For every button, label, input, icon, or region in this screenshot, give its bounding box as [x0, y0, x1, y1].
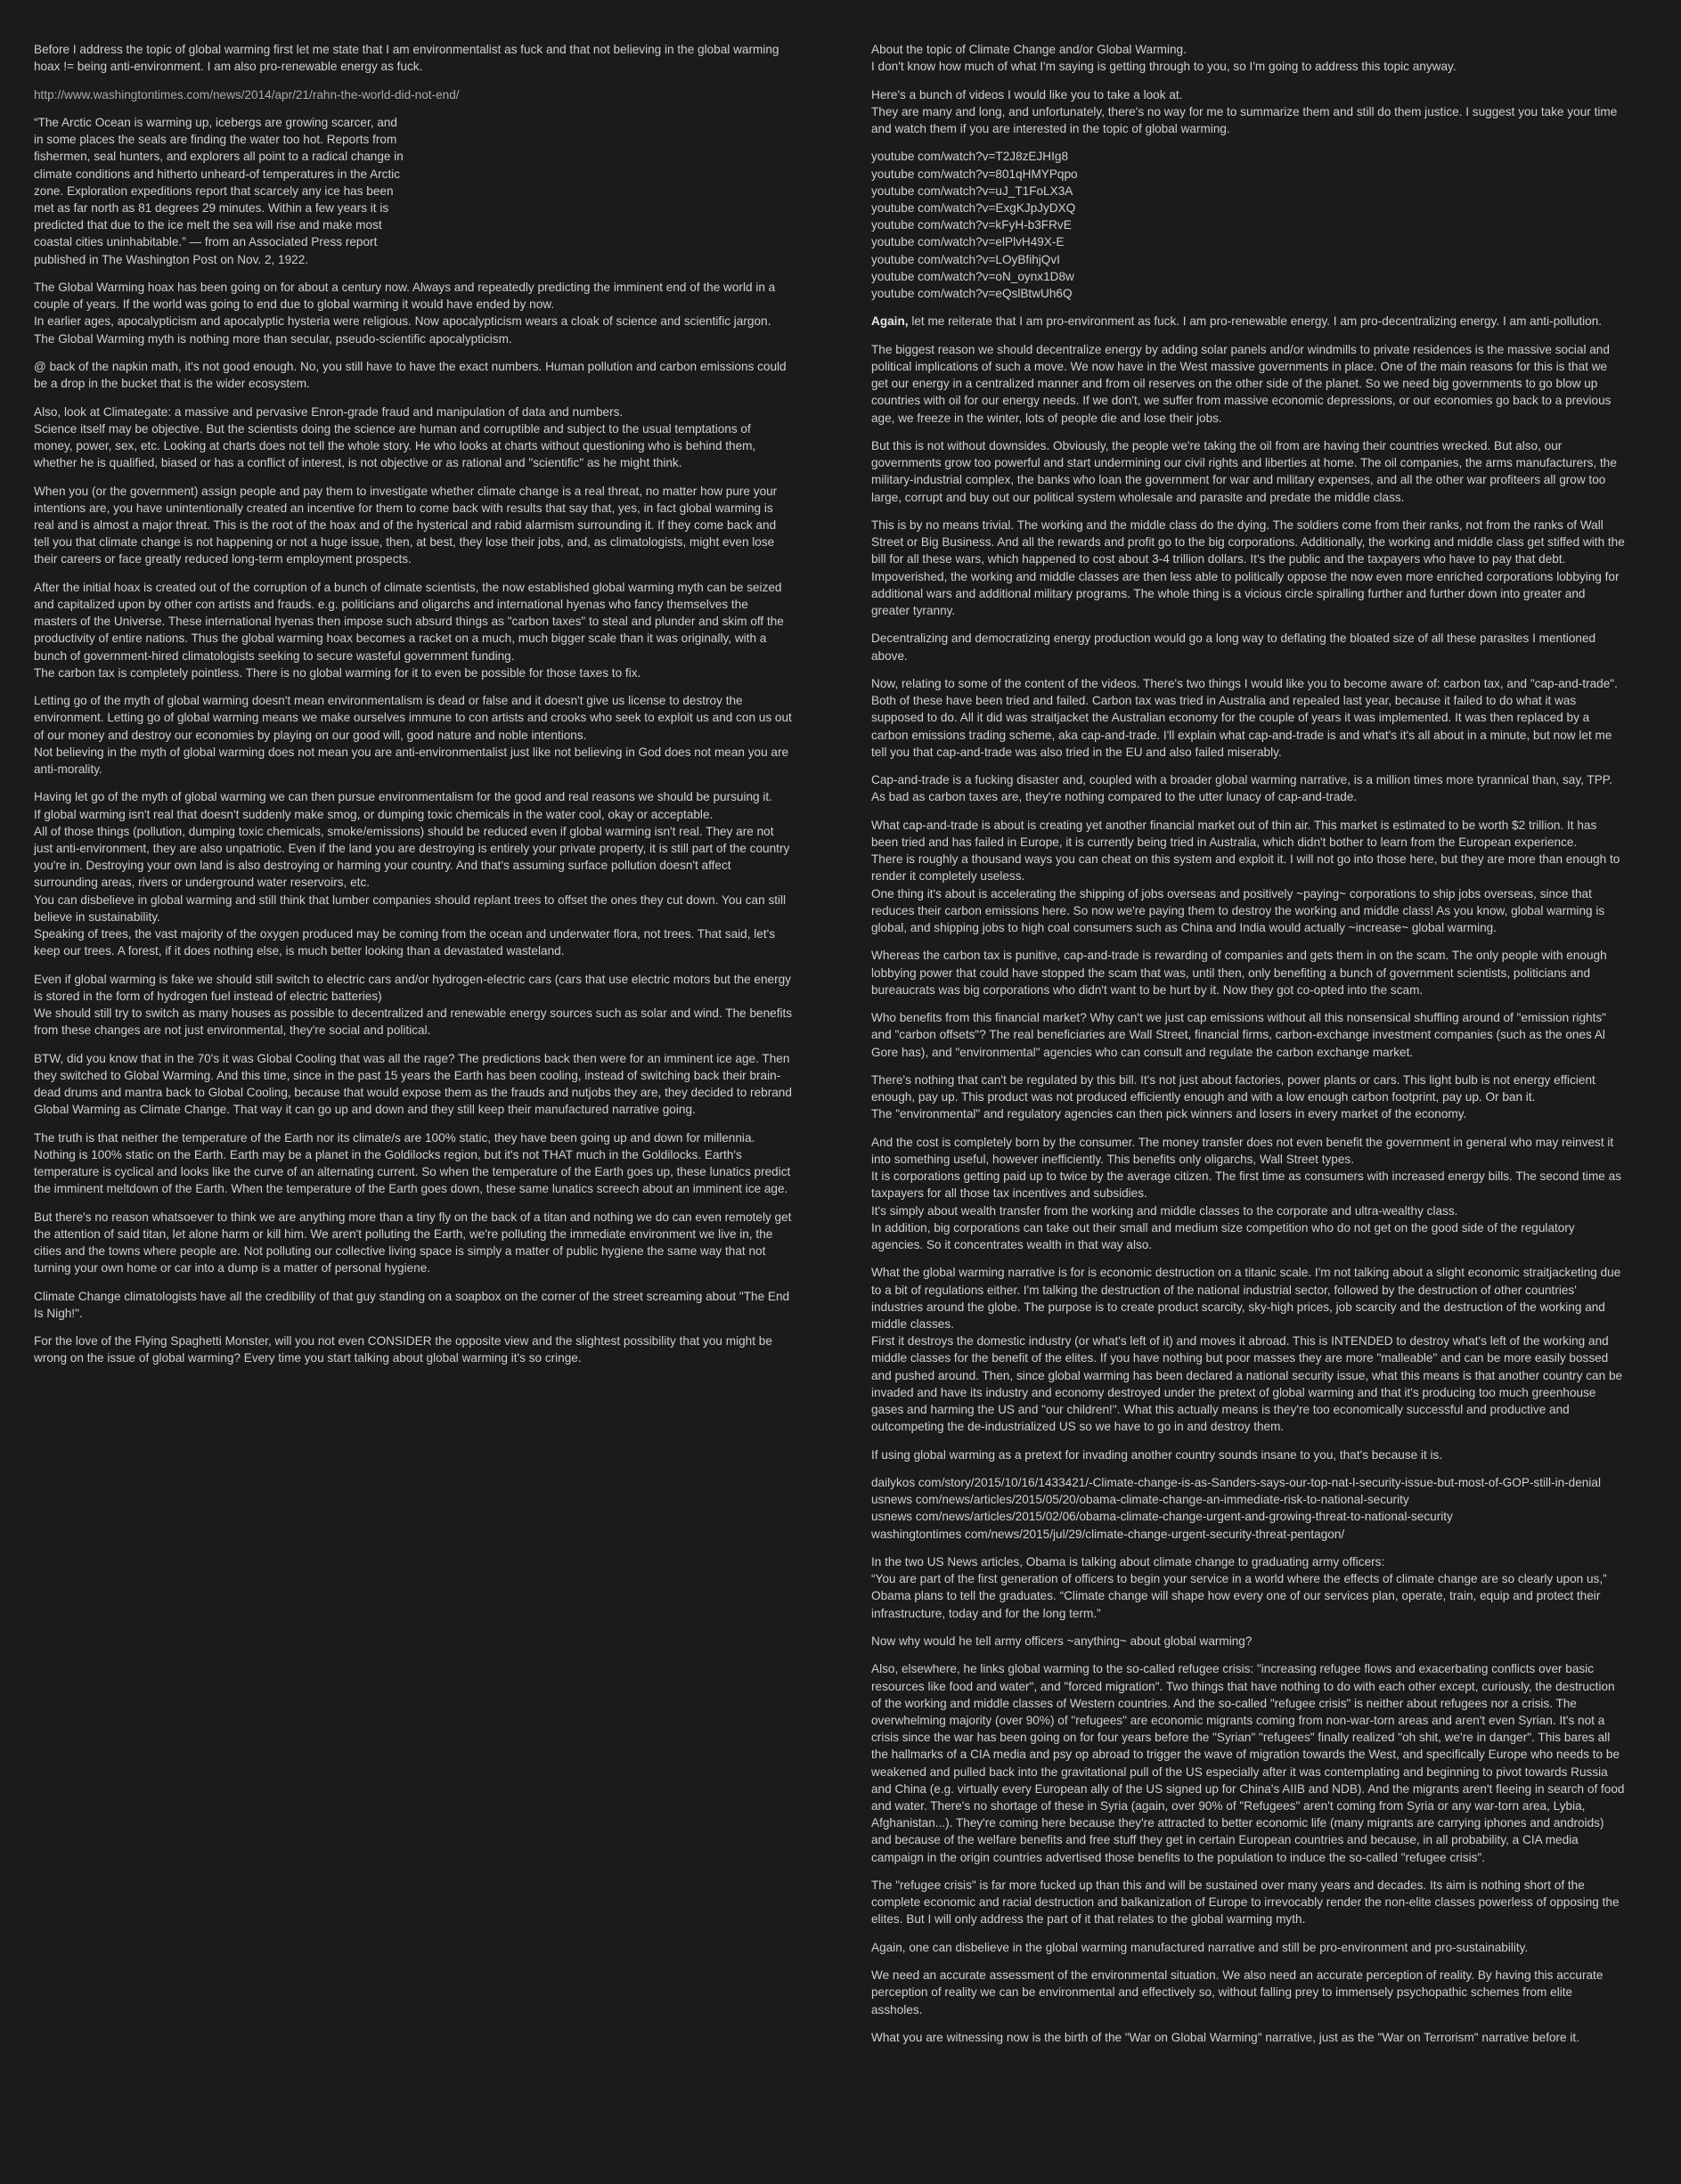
paragraph: Having let go of the myth of global warming we can then pursue environmentalism for the good and real reasons we should be pursuing it. If global warming isn't real that doesn't suddenly make smog, or dumping toxic chemicals in the water cool, okay or acceptable. All of those things (pollution, dumping toxic chemicals, smoke/emissions) should be reduced even if global warming isn't real. They are not just anti-environment, they are also unpatriotic. Even if the land you are destroying is entirely your private property, it is still part of the country you're in. Destroying your own land is also destroying or harming your country. And that's assuming surface pollution doesn't affect surrounding areas, rivers or underground water reservoirs, etc. You can disbelieve in global warming and still think that lumber companies should replant trees to offset the ones they cut down. You can still believe in sustainability. Speaking of trees, the vast majority of the oxygen produced may be coming from the ocean and underwater flora, not trees. That said, let's keep our trees. A forest, if it does nothing else, is much better looking than a devastated wasteland. [34, 790, 790, 958]
paragraph: And the cost is completely born by the consumer. The money transfer does not even benefit the government in general who may reinvest it into something useful, however inefficiently. This benefits only oligarchs, Wall Street types. It is corporations getting paid up to twice by the average citizen. The first time as consumers with increased energy bills. The second time as taxpayers for all those tax incentives and subsidies. It's simply about wealth transfer from the working and middle classes to the corporate and ultra-wealthy class. In addition, big corporations can take out their small and medium size competition who do not get on the good side of the regulatory agencies. So it concentrates wealth in that way also. [871, 1135, 1621, 1252]
paragraph: The Global Warming hoax has been going on for about a century now. Always and repeatedly predicting the imminent end of the world in a couple of years. If the world was going to end due to global warming it would have ended by now. In earlier ages, apocalypticism and apocalyptic hysteria were religious. Now apocalypticism wears a cloak of science and scientific jargon. The Global Warming myth is nothing more than secular, pseudo-scientific apocalypticism. [34, 281, 776, 346]
paragraph: The truth is that neither the temperature of the Earth nor its climate/s are 100% static, they have been going up and down for millennia. Nothing is 100% static on the Earth. Earth may be a planet in the Goldilocks region, but it's not THAT much in the Goldilocks. Earth's temperature is cyclical and looks like the curve of an alternating current. So when the temperature of the Earth goes up, these lunatics predict the imminent meltdown of the Earth. When the temperature of the Earth goes down, these same lunatics screech about an imminent ice age. [34, 1130, 791, 1196]
paragraph: Now why would he tell army officers ~anything~ about global warming? [871, 1634, 1253, 1649]
paragraph: This is by no means trivial. The working and the middle class do the dying. The soldiers come from their ranks, not from the ranks of Wall Street or Big Business. And all the rewards and profit go to the big corporations. Additionally, the working and middle class get stiffed with the bill for all these wars, which happened to cost about 3-4 trillion dollars. It's the public and the taxpayers who have to pay that debt. Impoverished, the working and middle classes are then less able to politically oppose the now even more enriched corporations lobbying for additional wars and additional military programs. The whole thing is a vicious circle spiralling further and further down into greater and greater tyranny. [871, 518, 1625, 618]
paragraph: If using global warming as a pretext for invading another country sounds insane to you, that's because it is. [871, 1447, 1443, 1462]
paragraph: The "refugee crisis" is far more fucked up than this and will be sustained over many years and decades. Its aim is nothing short of the complete economic and racial destruction and balkanization of Europe to irrevocably render the non-elite classes powerless of opposing the elites. But I will only address the part of it that relates to the global warming myth. [871, 1878, 1620, 1927]
paragraph: What you are witnessing now is the birth of the "War on Global Warming" narrative, just as the "War on Terrorism" narrative before it. [871, 2031, 1579, 2045]
paragraph: For the love of the Flying Spaghetti Monster, will you not even CONSIDER the opposite view and the slightest possibility that you might be wrong on the issue of global warming? Every time you start talking about global warming it's so cringe. [34, 1334, 772, 1365]
paragraph: When you (or the government) assign people and pay them to investigate whether climate change is a real threat, no matter how pure your intentions are, you have unintentionally created an incentive for them to come back with results that say that, yes, in fact global warming is real and is almost a major threat. This is the root of the hoax and of the hysterical and rabid alarmism surrounding it. If they come back and tell you that climate change is not happening or not a huge issue, then, at best, they lose their jobs, and, as climatologists, might even lose their careers or face greatly reduced long-term employment prospects. [34, 484, 778, 566]
paragraph: The biggest reason we should decentralize energy by adding solar panels and/or windmills to private residences is the massive social and political implications of such a move. We now have in the West massive governments in place. One of the main reasons for this is that we get our energy in a centralized manner and from oil reserves on the other side of the planet. So we need big governments to go blow up countries with oil for our energy needs. If we don't, we suffer from massive economic depressions, or our economies go back to a previous age, we freeze in the winter, lots of people die and lose their jobs. [871, 342, 1612, 425]
paragraph: BTW, did you know that in the 70's it was Global Cooling that was all the rage? The predictions back then were for an imminent ice age. Then they switched to Global Warming. And this time, since in the past 15 years the Earth has been cooling, instead of switching back their brain-dead drums and mantra back to Global Cooling, because that would expose them as the frauds and nutjobs they are, they decided to rebrand Global Warming as Climate Change. That way it can go up and down and they still keep their manufactured narrative going. [34, 1051, 792, 1117]
paragraph: Who benefits from this financial market? Why can't we just cap emissions without all this nonsensical shuffling around of "emission rights" and "carbon offsets"? The real beneficiaries are Wall Street, financial firms, carbon-exchange investment companies (such as the ones Al Gore has), and "environmental" agencies who can consult and regulate the carbon exchange market. [871, 1011, 1606, 1059]
paragraph: In the two US News articles, Obama is talking about climate change to graduating army officers: “You are part of the first generation of officers to begin your service in a world where the effects of climate change are so clearly upon us,” Obama plans to tell the graduates. “Climate change will shape how every one of our services plan, operate, train, equip and protect their infrastructure, today and for the long term.” [871, 1555, 1607, 1620]
left-column [34, 41, 793, 1378]
paragraph [871, 313, 1627, 330]
article-link[interactable]: http://www.washingtontimes.com/news/2014/apr/21/rahn-the-world-did-not-end/ [34, 87, 460, 102]
video-link-list: youtube com/watch?v=T2J8zEJHIg8 youtube com/watch?v=801qHMYPqpo youtube com/watch?v=uJ_T1FoLX3A youtube com/watch?v=ExgKJpJyDXQ youtube com/watch?v=kFyH-b3FRvE youtube com/watch?v=elPlvH49X-E youtube com/watch?v=LOyBfihjQvI youtube com/watch?v=oN_oynx1D8w youtube com/watch?v=eQslBtwUh6Q [871, 150, 1078, 301]
paragraph: We need an accurate assessment of the environmental situation. We also need an accurate perception of reality. By having this accurate perception of reality we can be environmental and effectively so, without falling prey to immensely psychopathic schemes from elite assholes. [871, 1968, 1603, 2017]
paragraph: But there's no reason whatsoever to think we are anything more than a tiny fly on the back of a titan and nothing we do can even remotely get the attention of said titan, let alone harm or kill him. We aren't polluting the Earth, we're polluting the immediate environment we live in, the cities and the towns where people are. Not polluting our collective living space is simply a matter of public hygiene the same way that not turning your own home or car into a dump is a matter of personal hygiene. [34, 1210, 792, 1275]
quoted-paragraph: “The Arctic Ocean is warming up, icebergs are growing scarcer, and in some places the seals are finding the water too hot. Reports from fishermen, seal hunters, and explorers all point to a radical change in climate conditions and hitherto unheard-of temperatures in the Arctic zone. Exploration expeditions report that scarcely any ice has been met as far north as 81 degrees 29 minutes. Within a few years it is predicted that due to the ice melt the sea will rise and make most coastal cities uninhabitable.” — from an Associated Press report published in The Washington Post on Nov. 2, 1922. [34, 115, 404, 266]
paragraph: Also, elsewhere, he links global warming to the so-called refugee crisis: "increasing refugee flows and exacerbating conflicts over basic resources like food and water", and "forced migration". Two things that have nothing to do with each other except, curiously, the destruction of the working and middle classes of Western countries. And the so-called "refugee crisis" is neither about refugees nor a crisis. The overwhelming majority (over 90%) of "refugees" are economic migrants coming from non-war-torn areas and aren't even Syrian. It's not a crisis since the war has been going on for four years before the "Syrian" "refugees" finally realized "oh shit, we're in danger". This bares all the hallmarks of a CIA media and psy op abroad to trigger the wave of migration towards the West, and specifically Europe who needs to be weakened and pulled back into the gravitational pull of the US especially after it was contemplating and beginning to pivot towards Russia and China (e.g. virtually every European ally of the US signed up for China's AIIB and NDB). And the migrants aren't fleeing in search of food and water. There's no shortage of these in Syria (again, over 90% of "Refugees" aren't coming from Syria or any war-torn area, Lybia, Afghanistan...). They're coming here because they're attracted to better economic life (many migrants are carrying iphones and androids) and because of the welfare benefits and free stuff they get in certain European countries and because, in all probability, a CIA media campaign in the origin countries advertised those benefits to the population to induce the so-called "refugee crisis". [871, 1662, 1625, 1864]
paragraph: Cap-and-trade is a fucking disaster and, coupled with a broader global warming narrative, is a million times more tyrannical than, say, TPP. As bad as carbon taxes are, they're nothing compared to the utter lunacy of cap-and-trade. [871, 773, 1612, 804]
paragraph: Whereas the carbon tax is punitive, cap-and-trade is rewarding of companies and gets them in on the scam. The only people with enough lobbying power that could have stopped the scam that was, until then, only benefiting a bunch of government scientists, politicians and bureaucrats was big corporations who didn't want to be hurt by it. Now they got co-opted into the scam. [871, 949, 1607, 997]
paragraph: Again, one can disbelieve in the global warming manufactured narrative and still be pro-environment and pro-sustainability. [871, 1940, 1529, 1954]
paragraph: But this is not without downsides. Obviously, the people we're taking the oil from are having their countries wrecked. But also, our governments grow too powerful and start undermining our civil rights and liberties at home. The oil companies, the arms manufacturers, the military-industrial complex, the banks who loan the government for war and military expenses, and all the other war profiteers all grow too large, corrupt and buy out our political system wholesale and parasite and predate the middle class. [871, 439, 1617, 504]
right-column [871, 41, 1627, 2057]
paragraph: Even if global warming is fake we should still switch to electric cars and/or hydrogen-electric cars (cars that use electric motors but the energy is stored in the form of hydrogen fuel instead of electric batteries) We should still try to switch as many houses as possible to decentralized and renewable energy sources such as solar and wind. The benefits from these changes are not just environmental, they're social and political. [34, 972, 793, 1038]
paragraph: Now, relating to some of the content of the videos. There's two things I would like you to become aware of: carbon tax, and "cap-and-trade". Both of these have been tried and failed. Carbon tax was tried in Australia and repealed last year, because it failed to do what it was supposed to do. All it did was straitjacket the Australian economy for the couple of years it was implemented. It was then replaced by a carbon emissions trading scheme, aka cap-and-trade. I'll explain what cap-and-trade is and what's it's all about in a minute, but now let me tell you that cap-and-trade was also tried in the EU and also failed miserably. [871, 677, 1618, 759]
paragraph: Climate Change climatologists have all the credibility of that guy standing on a soapbox on the corner of the street screaming about "The End Is Nigh!". [34, 1289, 790, 1320]
paragraph: Before I address the topic of global warming first let me state that I am environmentalist as fuck and that not believing in the global warming hoax != being anti-environment. I am also pro-renewable energy as fuck. [34, 43, 779, 74]
again-prefix: Again, [871, 314, 909, 329]
paragraph: Letting go of the myth of global warming doesn't mean environmentalism is dead or false and it doesn't give us license to destroy the environment. Letting go of global warming means we make ourselves immune to con artists and crooks who seek to exploit us and con us out of our money and destroy our economies by playing on our good will, good nature and noble intentions. Not believing in the myth of global warming does not mean you are anti-environmentalist just like not believing in God does not mean you are anti-morality. [34, 694, 792, 777]
paragraph: There's nothing that can't be regulated by this bill. It's not just about factories, power plants or cars. This light bulb is not energy efficient enough, pay up. This product was not produced efficiently enough and with a low enough carbon footprint, pay up. Or ban it. The "environmental" and regulatory agencies can then pick winners and losers in every market of the economy. [871, 1073, 1595, 1121]
paragraph-text: let me reiterate that I am pro-environment as fuck. I am pro-renewable energy. I am pro-decentralizing energy. I am anti-pollution. [911, 314, 1603, 329]
paragraph: What the global warming narrative is for is economic destruction on a titanic scale. I'm not talking about a slight economic straitjacketing due to a bit of regulations either. I'm talking the destruction of the national industrial sector, followed by the destruction of other countries' industries around the globe. The purpose is to create product scarcity, sky-high prices, job scarcity and the destruction of the working and middle classes. First it destroys the domestic industry (or what's left of it) and moves it abroad. This is INTENDED to destroy what's left of the working and middle classes for the benefit of the elites. If you have nothing but poor masses they are more "malleable" and can be more easily bossed and pushed around. Then, since global warming has been declared a national security issue, what this means is that another country can be invaded and have its industry and economy destroyed under the pretext of global warming and that it's producing too much greenhouse gases and harming the US and "our children!". What this actually means is they're too economically successful and productive and outcompeting the de-industrialized US so we have to go in and destroy them. [871, 1266, 1623, 1434]
paragraph: After the initial hoax is created out of the corruption of a bunch of climate scientists, the now established global warming myth can be seized and capitalized upon by other con artists and frauds. e.g. politicians and oligarchs and international hyenas who fancy themselves the masters of the Universe. These international hyenas then impose such absurd things as "carbon taxes" to steal and plunder and skim off the productivity of entire nations. Thus the global warming hoax becomes a racket on a much, much bigger scale than it was originally, with a bunch of government-hired climatologists seeking to secure wasteful government funding. The carbon tax is completely pointless. There is no global warming for it to even be possible for those taxes to fix. [34, 580, 784, 680]
paragraph: Also, look at Climategate: a massive and pervasive Enron-grade fraud and manipulation of data and numbers. Science itself may be objective. But the scientists doing the science are human and corruptible and subject to the usual temptations of money, power, sex, etc. Looking at charts does not tell the whole story. He who looks at charts without questioning who is behind them, whether he is qualified, biased or has a conflict of interest, is not objective or as rational and "scientific" as he might think. [34, 404, 756, 470]
paragraph: @ back of the napkin math, it's not good enough. No, you still have to have the exact numbers. Human pollution and carbon emissions could be a drop in the bucket that is the wider ecosystem. [34, 360, 787, 391]
paragraph: Here's a bunch of videos I would like you to take a look at. They are many and long, and unfortunately, there's no way for me to summarize them and still do them justice. I suggest you take your time and watch them if you are interested in the topic of global warming. [871, 87, 1618, 135]
paragraph: What cap-and-trade is about is creating yet another financial market out of thin air. This market is estimated to be worth $2 trillion. It has been tried and has failed in Europe, it is currently being tried in Australia, which didn't bother to learn from the European experience. There is roughly a thousand ways you can cheat on this system and exploit it. I will not go into those here, but they are more than enough to render it completely useless. One thing it's about is accelerating the shipping of jobs overseas and positively ~paying~ corporations to ship jobs overseas, since that reduces their carbon emissions here. So now we're paying them to destroy the working and middle class! As you know, global warming is global, and shipping jobs to high coal consumers such as China and India would actually ~increase~ global warming. [871, 818, 1620, 935]
article-link-list: dailykos com/story/2015/10/16/1433421/-Climate-change-is-as-Sanders-says-our-top-nat-l-security-issue-but-most-of-GOP-still-in-denial usnews com/news/articles/2015/05/20/obama-climate-change-an-immediate-risk-to-national-security usnews com/news/articles/2015/02/06/obama-climate-change-urgent-and-growing-threat-to-national-security washingtontimes com/news/2015/jul/29/climate-change-urgent-security-threat-pentagon/ [871, 1476, 1601, 1541]
paragraph: Decentralizing and democratizing energy production would go a long way to deflating the bloated size of all these parasites I mentioned above. [871, 632, 1596, 663]
paragraph: About the topic of Climate Change and/or Global Warming. I don't know how much of what I'm saying is getting through to you, so I'm going to address this topic anyway. [871, 43, 1457, 74]
